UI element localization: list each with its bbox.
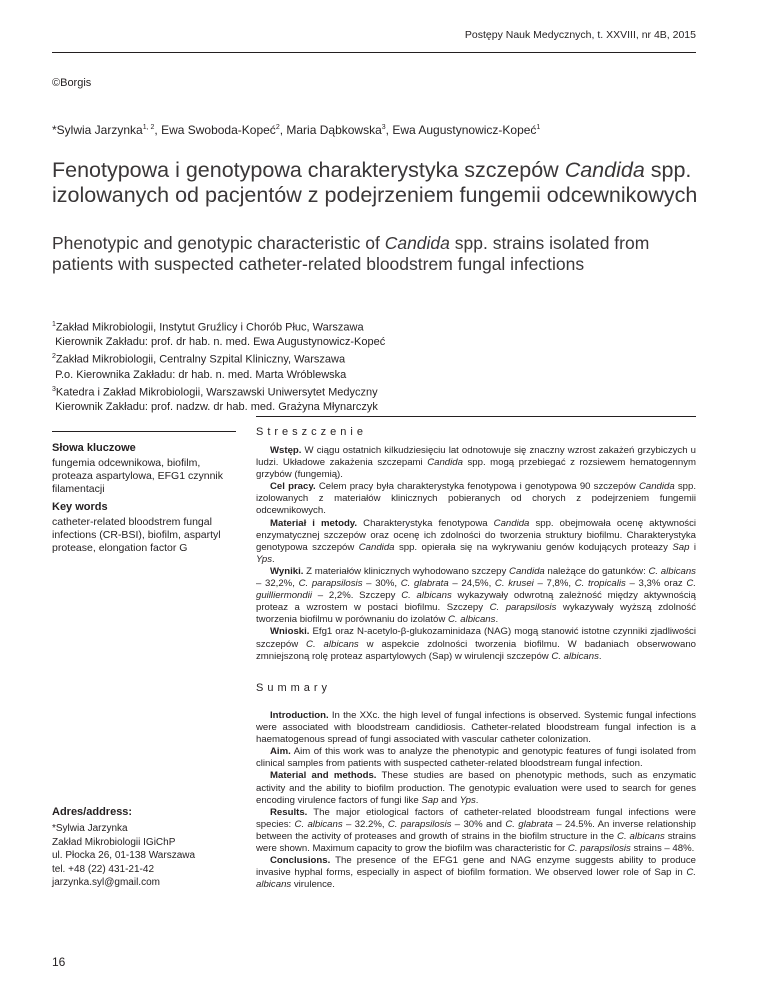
header-rule	[52, 52, 696, 53]
author-separator: ,	[385, 123, 393, 137]
abstract-paragraph	[256, 746, 696, 770]
para-text: spp. obejmowała ocenę aktywności enzymatycznej szczepów oraz ocenę ich zdolności do tworzenia struktury biofilmu. Charakterystyka genotypowa szczepów	[256, 517, 696, 553]
para-text: W ciągu ostatnich kilkudziesięciu lat odnotowuje się znaczny wzrost zakażeń grzybiczych u ludzi. Układowe zakażenia szczepami	[256, 445, 696, 469]
author-affil-ref: 1	[536, 124, 541, 131]
summary-heading: Summary	[256, 682, 332, 694]
author-affil-ref: 2	[275, 124, 280, 131]
para-italic: Candida	[638, 481, 675, 493]
para-italic: C. parapsilosis	[298, 578, 363, 590]
abstract-rule	[256, 416, 696, 417]
affiliation-line	[52, 350, 472, 367]
title-english	[52, 233, 712, 275]
affiliation-line	[52, 318, 472, 335]
affil-text: P.o. Kierownika Zakładu: dr hab. n. med. Marta Wróblewska	[55, 368, 347, 381]
para-text: spp. opierała się na wykrywaniu genów kodujących proteazy	[394, 541, 673, 553]
address-block	[52, 822, 230, 890]
para-label: Wnioski.	[270, 626, 310, 638]
para-italic: C. albicans	[294, 818, 343, 830]
para-italic: C. albicans	[551, 650, 599, 662]
author-name: Maria Dąbkowska	[286, 123, 382, 137]
author-name: Sylwia Jarzynka	[56, 123, 143, 137]
para-text: The major etiological factors of catheter-related bloodstream fungal infections were species:	[256, 806, 696, 830]
para-text: .	[598, 650, 602, 662]
title-polish	[52, 158, 712, 208]
abstract-paragraph	[256, 445, 696, 481]
para-text: spp. mogą przebiegać z rozsiewem hematogennym grzybów (fungemią).	[256, 457, 696, 481]
para-text: strains – 48%.	[630, 843, 695, 855]
affiliation-line	[52, 335, 472, 350]
author-affil-ref: 3	[381, 124, 386, 131]
abstract-paragraph	[256, 710, 696, 746]
affiliation-line	[52, 400, 472, 415]
para-text: and	[438, 794, 460, 806]
para-text: strains were shown. Maximum capacity to grow the biofilm was characteristic for	[256, 830, 696, 855]
para-italic: C. krusei	[494, 578, 534, 590]
para-text: virulence.	[291, 879, 335, 891]
para-text: These studies are based on phenotypic methods, such as enzymatic activity and the ability to biofilm production. The genotypic evaluation were used to search for genes encoding virulence factors of fungi like	[256, 770, 696, 806]
abstract-paragraph	[256, 770, 696, 806]
para-italic: C. glabrata	[505, 818, 553, 830]
address-line: ul. Płocka 26, 01-138 Warszawa	[52, 850, 196, 862]
para-italic: C. tropicalis	[574, 578, 626, 590]
page-number: 16	[52, 955, 66, 969]
keywords-en-text: catheter-related bloodstrem fungal infections (CR-BSI), biofilm, aspartyl protease, elongation factor G	[52, 516, 221, 554]
para-text: Aim of this work was to analyze the phenotypic and genotypic features of fungi isolated from clinical samples from patients with suspected catheter-related bloodstream fungal infection.	[256, 746, 696, 770]
para-label: Material and methods.	[270, 770, 377, 782]
para-text: – 30% and	[451, 818, 506, 830]
summary-body	[256, 710, 696, 891]
affiliation-line	[52, 368, 472, 383]
para-italic: C. albicans	[306, 638, 359, 650]
para-text: Charakterystyka fenotypowa	[357, 517, 494, 529]
para-italic: C. albicans	[447, 614, 496, 626]
para-italic: C. albicans	[648, 565, 696, 577]
abstract-paragraph	[256, 566, 696, 626]
affil-num: 3	[52, 385, 56, 393]
keywords-pl-text: fungemia odcewnikowa, biofilm, proteaza aspartylowa, EFG1 czynnik filamentacji	[52, 457, 223, 495]
streszczenie-body	[256, 445, 696, 663]
para-text: In the XXc. the high level of fungal infections is observed. Systemic fungal infections were associated with bloodstream candidiosis. Catheter-related bloodstream fungal infection is a haematogenous spread of fungi associated with vascular catheter colonization.	[256, 710, 696, 746]
affil-text: Kierownik Zakładu: prof. nadzw. dr hab. med. Grażyna Młynarczyk	[55, 400, 378, 413]
abstract-paragraph	[256, 855, 696, 891]
para-text: – 24,5%,	[448, 578, 495, 590]
para-label: Materiał i metody.	[270, 517, 358, 529]
title-italic: Candida	[384, 233, 450, 253]
affil-text: Zakład Mikrobiologii, Instytut Gruźlicy i Chorób Płuc, Warszawa	[55, 321, 364, 334]
affiliations	[52, 318, 472, 415]
affil-text: Kierownik Zakładu: prof. dr hab. n. med. Ewa Augustynowicz-Kopeć	[55, 336, 386, 349]
affil-text: Zakład Mikrobiologii, Centralny Szpital Kliniczny, Warszawa	[55, 353, 346, 366]
para-text: – 32.2%,	[342, 818, 388, 830]
abstract-paragraph	[256, 807, 696, 855]
para-text: spp. izolowanych z materiałów klinicznych pobieranych od chorych z podejrzeniem fungemii odcewnikowych.	[256, 481, 696, 517]
address-line: tel. +48 (22) 431-21-42	[52, 863, 155, 875]
author-name: Ewa Augustynowicz-Kopeć	[392, 123, 537, 137]
author-list	[52, 123, 540, 137]
author-separator: ,	[154, 123, 162, 137]
title-text: spp. izolowanych od pacjentów z podejrzeniem fungemii odcewnikowych	[52, 158, 698, 207]
affil-text: Katedra i Zakład Mikrobiologii, Warszawski Uniwersytet Medyczny	[55, 386, 378, 399]
para-italic: C. parapsilosis	[387, 818, 452, 830]
corresponding-star: *	[52, 123, 57, 137]
para-italic: C. guilliermondii	[256, 578, 696, 602]
keywords-pl-heading: Słowa kluczowe	[52, 442, 136, 454]
para-label: Aim.	[270, 746, 291, 758]
para-italic: C. glabrata	[400, 578, 449, 590]
para-label: Results.	[270, 806, 308, 818]
para-text: – 2,2%. Szczepy	[312, 590, 402, 602]
keywords-en-heading: Key words	[52, 501, 108, 513]
publisher: ©Borgis	[52, 77, 92, 89]
para-text: i	[689, 541, 696, 553]
para-italic: C. albicans	[256, 867, 696, 891]
address-heading: Adres/address:	[52, 806, 133, 818]
affil-num: 2	[52, 353, 56, 361]
title-text: spp. strains isolated from patients with suspected catheter-related bloodstrem fungal infections	[52, 233, 650, 274]
para-text: w aspekcie zdolności tworzenia biofilmu. W badaniach obserwowano zmniejszoną rolę proteaz aspartylowych (Sap) w wirulencji szczepów	[256, 638, 696, 662]
title-text: Phenotypic and genotypic characteristic of	[52, 233, 385, 253]
para-text: – 24.5%. An inverse relationship between the activity of proteases and growth of strains in the biofilm structure in the	[256, 818, 696, 842]
para-italic: Sap	[672, 541, 690, 553]
abstract-paragraph	[256, 626, 696, 662]
para-italic: C. parapsilosis	[567, 843, 631, 855]
journal-citation: Postępy Nauk Medycznych, t. XXVIII, nr 4B, 2015	[464, 29, 696, 41]
para-label: Cel pracy.	[270, 481, 316, 493]
para-italic: Sap	[421, 794, 439, 806]
para-text: .	[272, 553, 275, 565]
para-italic: Candida	[509, 565, 545, 577]
para-text: – 30%,	[362, 578, 401, 590]
abstract-paragraph	[256, 481, 696, 517]
affil-num: 1	[52, 321, 56, 328]
para-text: The presence of the EFG1 gene and NAG enzyme suggests ability to produce invasive hyphal forms, especially in aspect of biofilm formation. We observed lower role of Sap in	[256, 855, 696, 879]
title-text: Fenotypowa i genotypowa charakterystyka szczepów	[52, 158, 565, 182]
affiliation-line	[52, 383, 472, 400]
para-text: – 7,8%,	[533, 578, 575, 590]
para-text: należące do gatunków:	[544, 565, 649, 577]
para-italic: Candida	[493, 517, 530, 529]
para-text: Celem pracy była charakterystyka fenotypowa i genotypowa 90 szczepów	[315, 481, 639, 493]
para-italic: C. albicans	[401, 590, 452, 602]
para-text: .	[475, 794, 479, 806]
para-label: Conclusions.	[270, 855, 331, 867]
para-italic: Candida	[427, 457, 463, 469]
para-text: Efg1 oraz N-acetylo-β-glukozaminidaza (NAG) mogą stanowić istotne czynniki zjadliwości szczepów	[256, 626, 696, 650]
para-italic: Yps	[459, 794, 476, 806]
para-text: wykazywały wyższą zdolność tworzenia biofilmu w porównaniu do izolatów	[256, 602, 696, 626]
title-italic: Candida	[564, 158, 645, 182]
para-italic: Candida	[358, 541, 395, 553]
para-italic: C. parapsilosis	[489, 602, 557, 614]
streszczenie-heading: Streszczenie	[256, 426, 367, 438]
para-italic: Yps	[256, 553, 273, 565]
para-label: Introduction.	[270, 710, 329, 721]
author-separator: ,	[279, 123, 287, 137]
address-line: Zakład Mikrobiologii IGiChP	[52, 836, 176, 848]
para-text: Z materiałów klinicznych wyhodowano szczepy	[303, 565, 510, 577]
para-label: Wyniki.	[270, 565, 304, 577]
keywords-rule	[52, 431, 236, 432]
para-italic: C. albicans	[617, 830, 665, 842]
para-text: .	[495, 614, 499, 626]
abstract-paragraph	[256, 518, 696, 566]
address-line: *Sylwia Jarzynka	[52, 823, 128, 834]
author-affil-ref: 1, 2	[142, 124, 155, 131]
para-label: Wstęp.	[270, 445, 302, 456]
para-text: – 32,2%,	[256, 578, 299, 590]
address-email: jarzynka.syl@gmail.com	[52, 877, 160, 889]
para-text: – 3,3% oraz	[625, 578, 687, 590]
author-name: Ewa Swoboda-Kopeć	[161, 123, 276, 137]
para-text: wykazywały odwrotną zależność między aktywnością proteaz a wzrostem w postaci biofilmu. Szczepy	[256, 590, 696, 614]
